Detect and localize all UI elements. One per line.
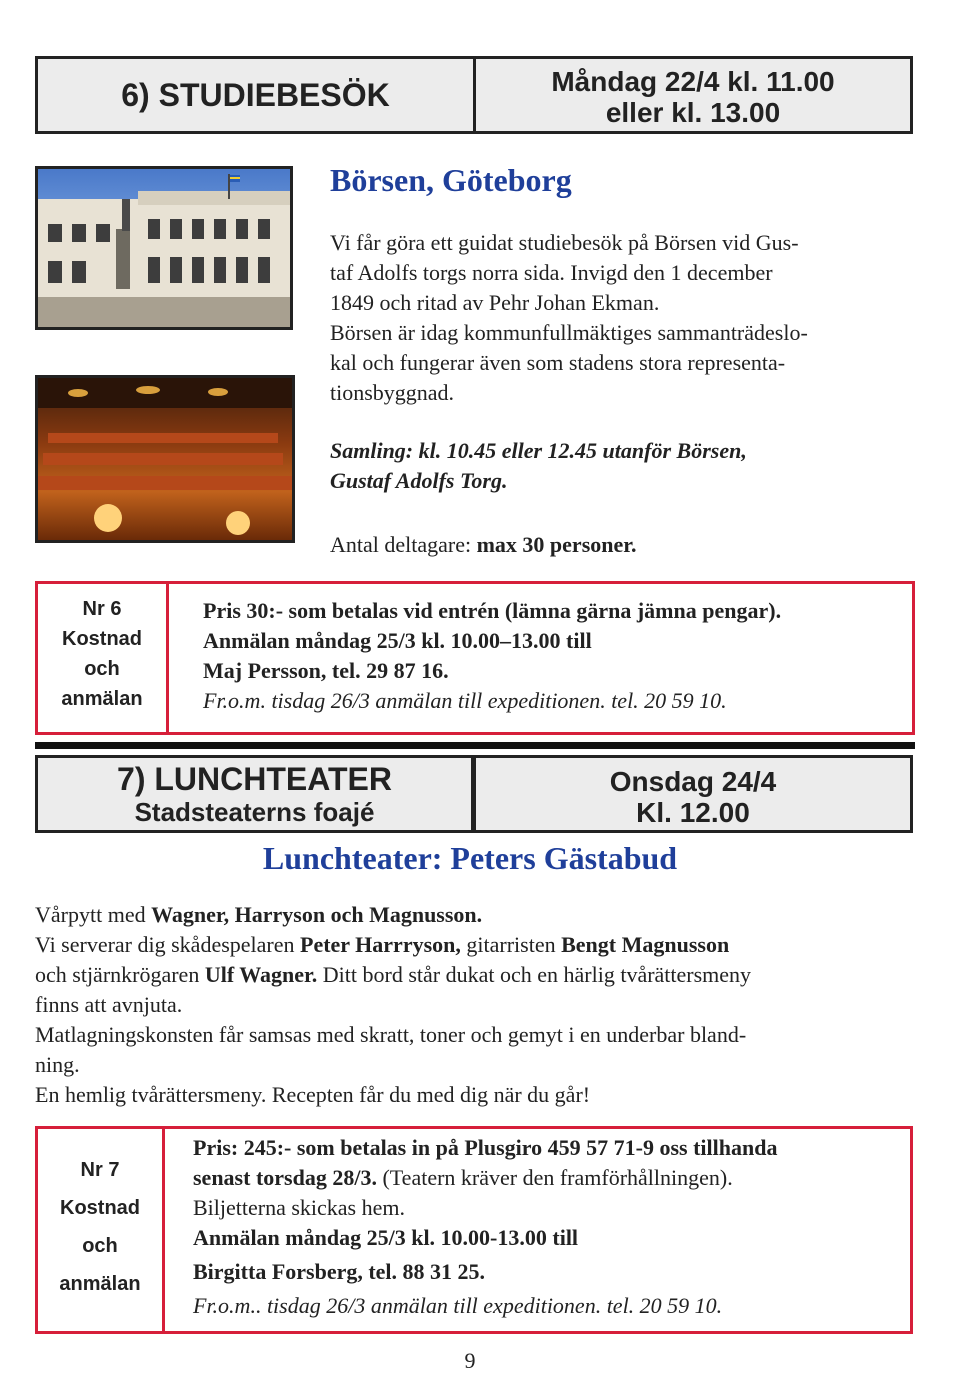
- text-bold: Bengt Magnusson: [561, 932, 730, 957]
- meeting-line2: Gustaf Adolfs Torg.: [330, 468, 508, 493]
- text-bold: Wagner, Harryson och Magnusson.: [151, 902, 483, 927]
- meeting-line1: Samling: kl. 10.45 eller 12.45 utanför Börsen,: [330, 438, 747, 463]
- text-plain: och stjärnkrögaren: [35, 962, 205, 987]
- participants-value: max 30 personer.: [476, 532, 637, 557]
- cost-signup-line2: Birgitta Forsberg, tel. 88 31 25.: [193, 1259, 486, 1284]
- section6-cost-text: [203, 596, 903, 716]
- description-line: kal och fungerar även som stadens stora representa-: [330, 350, 786, 375]
- text-bold: senast torsdag 28/3.: [193, 1165, 377, 1190]
- cost-label-line4: anmälan: [59, 1273, 141, 1295]
- section6-cost-box: [35, 581, 915, 735]
- section6-heading: 6) STUDIEBESÖK: [121, 76, 390, 113]
- section7-description: [35, 900, 915, 1110]
- cost-label-nr: Nr 6: [82, 598, 122, 620]
- page-number: 9: [464, 1348, 476, 1373]
- section6-date-line2: eller kl. 13.00: [605, 97, 781, 128]
- text-plain: Vårpytt med: [35, 902, 152, 927]
- description-line: finns att avnjuta.: [35, 992, 183, 1017]
- cost-label-line4: anmälan: [61, 688, 143, 710]
- cost-note: Fr.o.m.. tisdag 26/3 anmälan till expeditionen. tel. 20 59 10.: [193, 1293, 723, 1318]
- section7-cost-label: [38, 1129, 165, 1331]
- description-line: Matlagningskonsten får samsas med skratt, toner och gemyt i en underbar bland-: [35, 1022, 747, 1047]
- description-line: Vi får göra ett guidat studiebesök på Börsen vid Gus-: [330, 230, 799, 255]
- text-plain: gitarristen: [460, 932, 562, 957]
- text-plain: (Teatern kräver den framförhållningen).: [376, 1165, 733, 1190]
- borsen-interior-photo: [35, 375, 295, 543]
- participants-label: Antal deltagare:: [330, 532, 472, 557]
- description-line: [35, 900, 915, 930]
- section7-title: Lunchteater: Peters Gästabud: [262, 840, 678, 876]
- section7-heading-box: [35, 755, 474, 833]
- section7-subheading: Stadsteaterns foajé: [134, 797, 375, 827]
- section6-title: Börsen, Göteborg: [330, 162, 572, 198]
- cost-tickets: Biljetterna skickas hem.: [193, 1195, 405, 1220]
- description-line: En hemlig tvårättersmeny. Recepten får du med dig när du går!: [35, 1082, 591, 1107]
- description-line: tionsbyggnad.: [330, 380, 455, 405]
- section7-heading: 7) LUNCHTEATER: [117, 761, 392, 797]
- section7-date-line2: Kl. 12.00: [636, 797, 750, 828]
- section7-date-box: [473, 755, 913, 833]
- cost-price: Pris 30:- som betalas vid entrén (lämna gärna jämna pengar).: [203, 598, 782, 623]
- description-line: [35, 960, 915, 990]
- section6-date-box: [473, 56, 913, 134]
- description-line: [35, 930, 915, 960]
- interior-illustration: [38, 378, 292, 540]
- text-bold: Ulf Wagner.: [204, 962, 318, 987]
- cost-label-nr: Nr 7: [80, 1159, 120, 1181]
- cost-label-line2: Kostnad: [60, 1197, 140, 1219]
- section7-cost-text: [193, 1133, 908, 1321]
- cost-price-line2: [193, 1163, 908, 1193]
- section6-meeting: [330, 436, 747, 496]
- text-bold: Peter Harrryson,: [300, 932, 461, 957]
- section6-date-line1: Måndag 22/4 kl. 11.00: [551, 66, 835, 97]
- cost-label-line3: och: [82, 1235, 118, 1257]
- section6-participants: [330, 530, 637, 560]
- text-plain: Vi serverar dig skådespelaren: [35, 932, 301, 957]
- section7-cost-box: [35, 1126, 913, 1334]
- borsen-exterior-photo: [35, 166, 293, 330]
- section-divider: [35, 742, 915, 749]
- section6-cost-label: [38, 584, 169, 732]
- cost-label-line2: Kostnad: [62, 628, 142, 650]
- cost-signup-line2: Maj Persson, tel. 29 87 16.: [203, 658, 449, 683]
- cost-signup-line1: Anmälan måndag 25/3 kl. 10.00-13.00 till: [193, 1225, 579, 1250]
- description-line: Börsen är idag kommunfullmäktiges sammanträdeslo-: [330, 320, 808, 345]
- section6-heading-box: [35, 56, 476, 134]
- section7-date-line1: Onsdag 24/4: [609, 766, 777, 797]
- description-line: ning.: [35, 1052, 80, 1077]
- description-line: taf Adolfs torgs norra sida. Invigd den 1 december: [330, 260, 773, 285]
- building-illustration: [38, 169, 290, 327]
- section6-description: [330, 228, 900, 408]
- cost-label-line3: och: [84, 658, 120, 680]
- description-line: 1849 och ritad av Pehr Johan Ekman.: [330, 290, 660, 315]
- cost-price: Pris: 245:- som betalas in på Plusgiro 459 57 71-9 oss tillhanda: [193, 1135, 778, 1160]
- cost-note: Fr.o.m. tisdag 26/3 anmälan till expeditionen. tel. 20 59 10.: [203, 688, 727, 713]
- text-plain: Ditt bord står dukat och en härlig tvårättersmeny: [317, 962, 752, 987]
- cost-signup-line1: Anmälan måndag 25/3 kl. 10.00–13.00 till: [203, 628, 592, 653]
